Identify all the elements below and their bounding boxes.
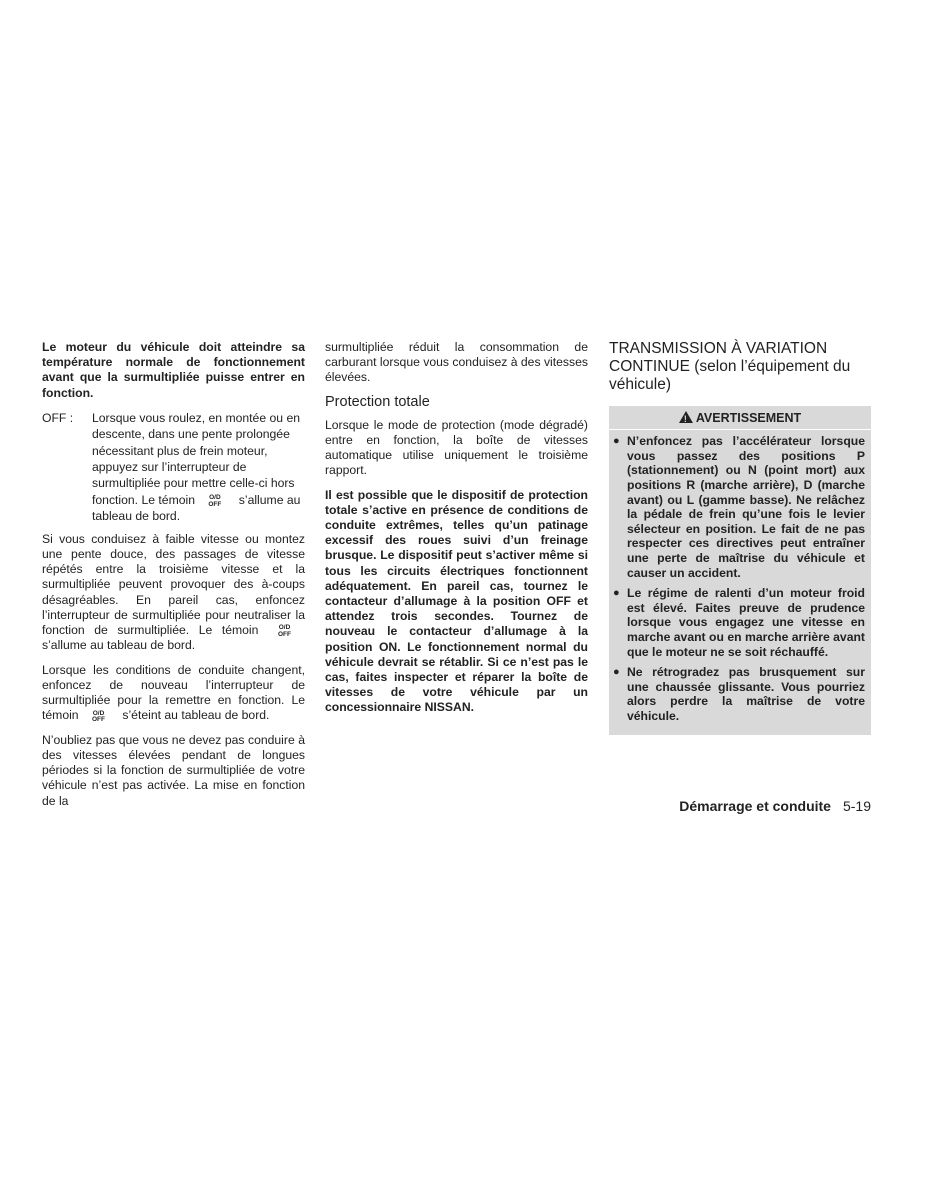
protection-heading: Protection totale [325, 393, 430, 410]
od-off-icon: O/D OFF [277, 624, 291, 638]
paragraph-continuation: surmultipliée réduit la consommation de carburant lorsque vous conduisez à des vitesses élevées. [325, 340, 588, 385]
column-left [42, 340, 305, 818]
page-number: 5-19 [842, 798, 871, 814]
paragraph-protection-mode: Lorsque le mode de protection (mode dégradé) entre en fonction, la boîte de vitesses automatique utilise uniquement le troisième rapport. [325, 417, 588, 478]
bullet-icon: ● [613, 666, 620, 679]
warning-triangle-icon [679, 411, 693, 423]
off-text-b: s’allume au tableau de bord. [92, 492, 301, 524]
off-definition [42, 410, 305, 525]
footer-section-name: Démarrage et conduite [679, 798, 831, 814]
warning-item: ● Ne rétrogradez pas brusquement sur une chaussée glissante. Vous pourriez alors perdre la maîtrise de votre véhicule. [613, 665, 865, 723]
warning-box [609, 406, 871, 735]
off-label: OFF : [42, 410, 74, 425]
intro-paragraph: Le moteur du véhicule doit atteindre sa température normale de fonctionnement avant que la surmultipliée puisse entrer en fonction. [42, 340, 305, 400]
warning-item: ● Le régime de ralenti d’un moteur froid est élevé. Faites preuve de prudence lorsque vous engagez une vitesse en marche avant ou en marche arrière avant que le moteur ne se soit réchauffé. [613, 586, 865, 659]
paragraph-low-speed: Si vous conduisez à faible vitesse ou montez une pente douce, des passages de vitesse répétés entre la troisième vitesse et la surmultipliée peuvent provoquer des à-coups désagréables. En pareil cas, enfoncez l’interrupteur de surmultipliée pour neutraliser la fonction de surmultipliée. Le témoin O/D OFF s’allume au tableau de bord. [42, 531, 305, 653]
paragraph-conditions-change: Lorsque les conditions de conduite changent, enfoncez de nouveau l’interrupteur de surmultipliée pour la remettre en fonction. Le témoin O/D OFF s’éteint au tableau de bord. [42, 662, 305, 724]
cvt-section-heading: TRANSMISSION À VARIATION CONTINUE (selon l’équipement du véhicule) [609, 340, 851, 393]
warning-header [609, 406, 871, 430]
paragraph-protection-warning: Il est possible que le dispositif de protection totale s’active en présence de conditions de conduite extrêmes, telles qu’un patinage excessif des roues suivi d’un freinage brusque. Le dispositif peut s’activer même si tous les circuits électriques fonctionnent adéquatement. En pareil cas, tournez le contacteur d’allumage à la position OFF et attendez trois secondes. Tournez de nouveau le contacteur d’allumage à la position ON. Le fonctionnement normal du véhicule devrait se rétablir. Si ce n’est pas le cas, faites inspecter et réparer la boîte de vitesses de votre véhicule par un concessionnaire NISSAN. [325, 487, 588, 715]
od-off-icon: O/D OFF [91, 709, 105, 724]
warning-list [609, 434, 871, 723]
bullet-icon: ● [613, 435, 620, 448]
page-footer [679, 798, 871, 814]
bullet-icon: ● [613, 587, 620, 600]
paragraph-reminder: N’oubliez pas que vous ne devez pas conduire à des vitesses élevées pendant de longues périodes si la fonction de surmultipliée de votre véhicule n’est pas activée. La mise en fonction de la [42, 732, 305, 808]
off-text-a: Lorsque vous roulez, en montée ou en descente, dans une pente prolongée nécessitant plus de frein moteur, appuyez sur l’interrupteur de surmultipliée pour mettre celle-ci hors fonction. Le témoin [92, 410, 301, 507]
column-middle [325, 340, 588, 725]
column-right [609, 340, 871, 735]
warning-title: AVERTISSEMENT [695, 411, 802, 425]
off-text [92, 410, 305, 525]
od-off-icon: O/D OFF [208, 494, 222, 508]
warning-item: ● N’enfoncez pas l’accélérateur lorsque vous passez des positions P (stationnement) ou N (point mort) aux positions R (marche arrière), D (marche avant) ou L (gamme basse). Ne relâchez la pédale de frein qu’une fois le levier sélecteur en position. Le fait de ne pas respecter ces directives peut entraîner une perte de maîtrise du véhicule et causer un accident. [613, 434, 865, 580]
